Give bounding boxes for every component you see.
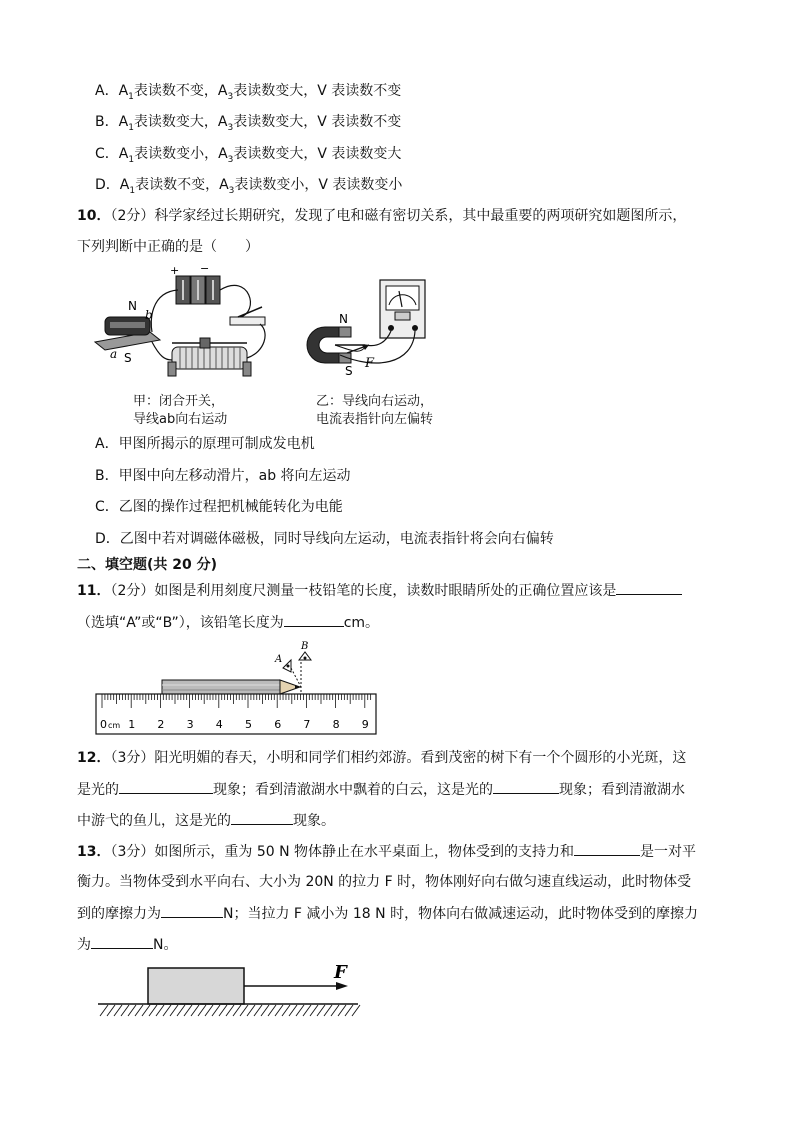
q10-option-b: B．甲图中向左移动滑片，ab 将向左运动	[95, 468, 351, 484]
q13-stem-line3: 到的摩擦力为 N；当拉力 F 减小为 18 N 时，物体向右做减速运动，此时物体受到的摩擦力	[77, 903, 698, 924]
ruler-tick-label: 7	[303, 718, 311, 731]
a-label: a	[110, 347, 118, 361]
answer-blank[interactable]	[493, 779, 559, 794]
q10-stem-line1: 10．（2分）科学家经过长期研究，发现了电和磁有密切关系，其中最重要的两项研究如题图所示，	[77, 208, 687, 224]
switch-icon	[230, 307, 265, 325]
answer-blank[interactable]	[574, 841, 640, 856]
ruler-tick-label: 1	[128, 718, 136, 731]
answer-blank[interactable]	[119, 779, 213, 794]
b-label: b	[145, 308, 153, 322]
option-a: A．$A_1$表读数不变，$A_3$表读数变大，V 表读数不变	[95, 83, 402, 102]
q11-stem-line1: 11．（2分）如图是利用刻度尺测量一枝铅笔的长度，读数时眼睛所处的正确位置应该是	[77, 580, 682, 601]
figure-ruler	[95, 640, 380, 738]
minus-label: −	[200, 262, 210, 275]
figure-jia	[90, 262, 280, 387]
q12-stem-line2: 是光的 现象；看到清澈湖水中飘着的白云，这是光的 现象；看到清澈湖水	[77, 779, 685, 800]
q10-stem-line2: 下列判断中正确的是（ ）	[77, 239, 259, 255]
q10-option-d: D．乙图中若对调磁体磁极，同时导线向左运动，电流表指针将会向右偏转	[95, 531, 554, 547]
unit-label: cm	[108, 721, 121, 730]
s-label: S	[345, 364, 353, 378]
ground-hatch	[100, 1005, 360, 1016]
figure-jia-caption-2: 导线ab向右运动	[133, 412, 228, 427]
ruler-tick-label: 5	[245, 718, 252, 731]
b-label: B	[301, 641, 309, 652]
q11-stem-line2: （选填“A”或“B”），该铅笔长度为 cm。	[77, 612, 379, 633]
ruler-tick-label: 9	[361, 718, 369, 731]
answer-blank[interactable]	[91, 934, 153, 949]
figure-yi-caption-1: 乙：导线向右运动，	[316, 394, 434, 409]
f-label: F	[334, 962, 347, 983]
answer-blank[interactable]	[284, 612, 344, 627]
question-number: 12．	[77, 750, 111, 766]
q10-option-c: C．乙图的操作过程把机械能转化为电能	[95, 499, 343, 515]
answer-blank[interactable]	[231, 810, 293, 825]
ruler-tick-label: 2	[157, 718, 165, 731]
figure-jia-caption-1: 甲：闭合开关，	[133, 394, 225, 409]
question-number: 13．	[77, 844, 111, 860]
ruler-tick-label: 6	[274, 718, 282, 731]
option-d: D．$A_1$表读数不变，$A_3$表读数变小，V 表读数变小	[95, 177, 403, 196]
q12-stem-line1: 12．（3分）阳光明媚的春天，小明和同学们相约郊游。看到茂密的树下有一个个圆形的小光斑，这	[77, 750, 687, 766]
figure-yi	[305, 275, 435, 385]
zero-label: 0	[100, 718, 107, 731]
n-label: N	[339, 312, 348, 326]
q13-stem-line2: 衡力。当物体受到水平向右、大小为 20N 的拉力 F 时，物体刚好向右做匀速直线运动，此时物体受	[77, 874, 692, 890]
a-label: A	[275, 654, 283, 665]
answer-blank[interactable]	[161, 903, 223, 918]
answer-blank[interactable]	[616, 580, 682, 595]
q12-stem-line3: 中游弋的鱼儿，这是光的 现象。	[77, 810, 335, 831]
battery-icon	[176, 276, 220, 304]
block	[148, 968, 244, 1004]
figure-yi-caption-2: 电流表指针向左偏转	[316, 412, 434, 427]
q13-stem-line4: 为 N。	[77, 934, 177, 955]
option-b: B．$A_1$表读数变大，$A_3$表读数变大，V 表读数不变	[95, 114, 402, 133]
pencil-icon	[162, 680, 300, 694]
ruler-tick-label: 4	[215, 718, 223, 731]
ruler-tick-label: 3	[186, 718, 194, 731]
plus-label: +	[170, 264, 180, 277]
figure-block	[96, 958, 366, 1024]
ruler-tick-label: 8	[332, 718, 340, 731]
question-number: 11．	[77, 583, 111, 599]
rheostat-icon	[168, 338, 251, 376]
s-label: S	[124, 351, 132, 365]
q10-option-a: A．甲图所揭示的原理可制成发电机	[95, 436, 315, 452]
section-heading: 二、填空题(共 20 分)	[77, 557, 218, 573]
f-label: F	[365, 356, 375, 371]
n-label: N	[128, 299, 137, 313]
question-number: 10．	[77, 208, 111, 224]
eye-a-icon	[283, 660, 291, 672]
galvanometer-icon	[380, 280, 425, 338]
eye-b-icon	[299, 652, 311, 660]
q13-stem-line1: 13．（3分）如图所示，重为 50 N 物体静止在水平桌面上，物体受到的支持力和 是一对平	[77, 841, 696, 862]
option-c: C．$A_1$表读数变小，$A_3$表读数变大，V 表读数变大	[95, 146, 402, 165]
